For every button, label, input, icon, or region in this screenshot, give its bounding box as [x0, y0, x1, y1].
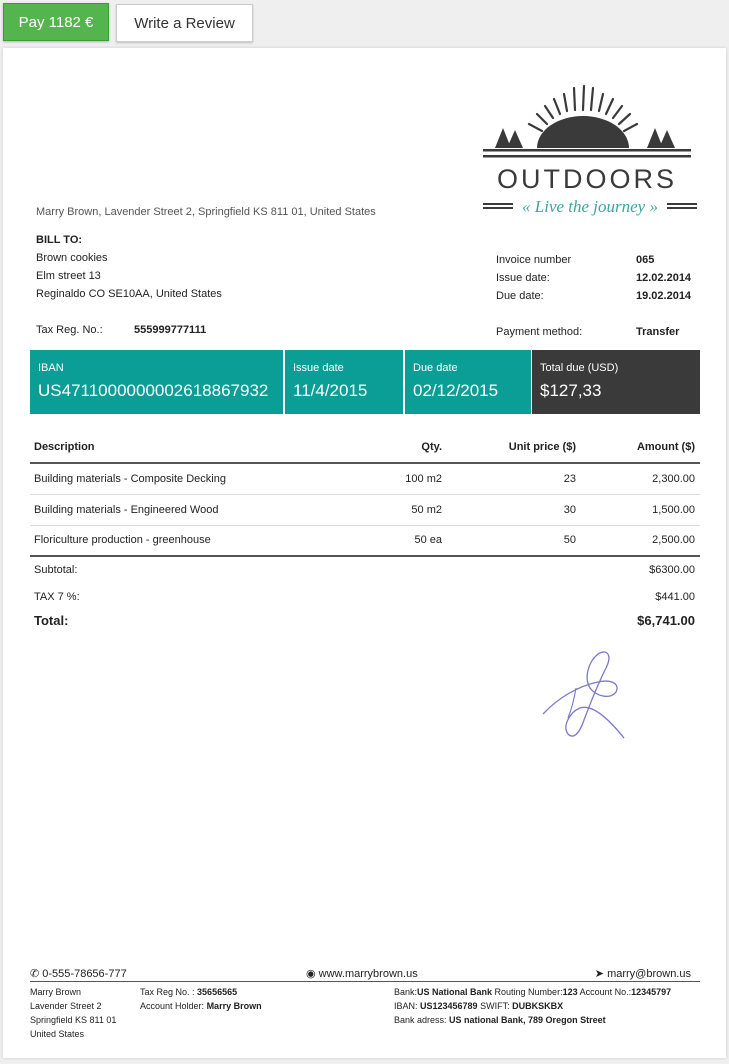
total-value: $6,741.00 [637, 613, 695, 628]
footer-email[interactable]: ➤ marry@brown.us [594, 968, 691, 980]
cell-unit-price: 50 [563, 534, 576, 546]
bill-to-heading: BILL TO: [36, 234, 83, 246]
row-divider [30, 525, 700, 526]
total-label: Total: [34, 613, 69, 628]
footer-address-line: Lavender Street 2 [30, 1001, 102, 1011]
iban-block [30, 350, 283, 414]
footer-website[interactable]: ◉ www.marrybrown.us [306, 968, 418, 980]
footer-phone: ✆ 0-555-78656-777 [30, 968, 127, 980]
toolbar [0, 0, 729, 46]
invoice-document [3, 48, 726, 1058]
tax-label: TAX 7 %: [34, 591, 80, 603]
cell-description: Building materials - Engineered Wood [34, 504, 219, 516]
total-due-label: Total due (USD) [540, 362, 619, 374]
col-amount-header: Amount ($) [636, 441, 695, 453]
payment-method-label: Payment method: [496, 326, 583, 338]
bill-to-line: Elm street 13 [36, 270, 101, 282]
iban-value: US4711000000002618867932 [38, 381, 269, 400]
tax-value: $441.00 [655, 591, 695, 603]
footer-tax-holder: Tax Reg No. : 35656565 Account Holder: Marry Brown [140, 987, 262, 1011]
svg-text:« Live the journey »: « Live the journey » [522, 197, 658, 216]
cell-unit-price: 30 [563, 504, 576, 516]
band-due-value: 02/12/2015 [413, 381, 499, 400]
cell-amount: 1,500.00 [652, 504, 695, 516]
tax-reg-label: Tax Reg. No.: [36, 324, 103, 336]
cell-description: Floriculture production - greenhouse [34, 534, 211, 546]
cell-qty: 50 ea [414, 534, 442, 546]
cell-qty: 50 m2 [411, 504, 442, 516]
band-due-label: Due date [413, 362, 458, 374]
payment-method-value: Transfer [636, 326, 680, 338]
issue-date-label: Issue date: [496, 272, 550, 284]
sender-address: Marry Brown, Lavender Street 2, Springfield KS 811 01, United States [36, 206, 376, 218]
footer-address-line: Springfield KS 811 01 [30, 1015, 117, 1025]
cell-description: Building materials - Composite Decking [34, 473, 226, 485]
signature [538, 648, 633, 744]
band-due-block [404, 350, 531, 414]
row-divider [30, 494, 700, 495]
globe-icon: ◉ [306, 968, 316, 980]
tax-reg-value: 555999777111 [134, 324, 207, 336]
outdoors-logo [481, 82, 699, 222]
cell-unit-price: 23 [563, 473, 576, 485]
col-unit-price-header: Unit price ($) [508, 441, 576, 453]
write-review-button[interactable]: Write a Review [116, 4, 253, 42]
table-header-divider [30, 462, 700, 464]
cell-amount: 2,300.00 [652, 473, 695, 485]
footer-divider [30, 981, 700, 982]
svg-text:OUTDOORS: OUTDOORS [496, 164, 678, 194]
col-qty-header: Qty. [421, 441, 442, 453]
footer-address [30, 985, 116, 1041]
iban-label: IBAN [38, 362, 64, 374]
subtotal-value: $6300.00 [649, 564, 695, 576]
table-bottom-divider [30, 555, 700, 557]
subtotal-label: Subtotal: [34, 564, 78, 576]
footer-address-line: United States [30, 1029, 85, 1039]
bill-to-line: Brown cookies [36, 252, 108, 264]
band-issue-value: 11/4/2015 [293, 381, 368, 400]
paper-plane-icon: ➤ [594, 968, 605, 980]
pay-button[interactable]: Pay 1182 € [3, 3, 109, 41]
total-due-value: $127,33 [540, 381, 602, 400]
phone-icon: ✆ [30, 968, 40, 980]
cell-amount: 2,500.00 [652, 534, 695, 546]
band-issue-block [284, 350, 403, 414]
due-date-label: Due date: [496, 290, 544, 302]
cell-qty: 100 m2 [405, 473, 442, 485]
footer-bank-details: Bank:US National Bank Routing Number:123 Account No.:12345797 IBAN: US123456789 SWIFT: DUBKSKBX Bank adress: US national Bank, 789 Oregon Street [394, 987, 672, 1025]
issue-date-value: 12.02.2014 [636, 272, 692, 284]
invoice-number-label: Invoice number [496, 254, 572, 266]
col-description-header: Description [34, 441, 95, 453]
band-issue-label: Issue date [293, 362, 344, 374]
due-date-value: 19.02.2014 [636, 290, 692, 302]
bill-to-line: Reginaldo CO SE10AA, United States [36, 288, 222, 300]
total-due-block [532, 350, 700, 414]
footer-address-line: Marry Brown [30, 987, 82, 997]
invoice-number-value: 065 [636, 254, 655, 266]
